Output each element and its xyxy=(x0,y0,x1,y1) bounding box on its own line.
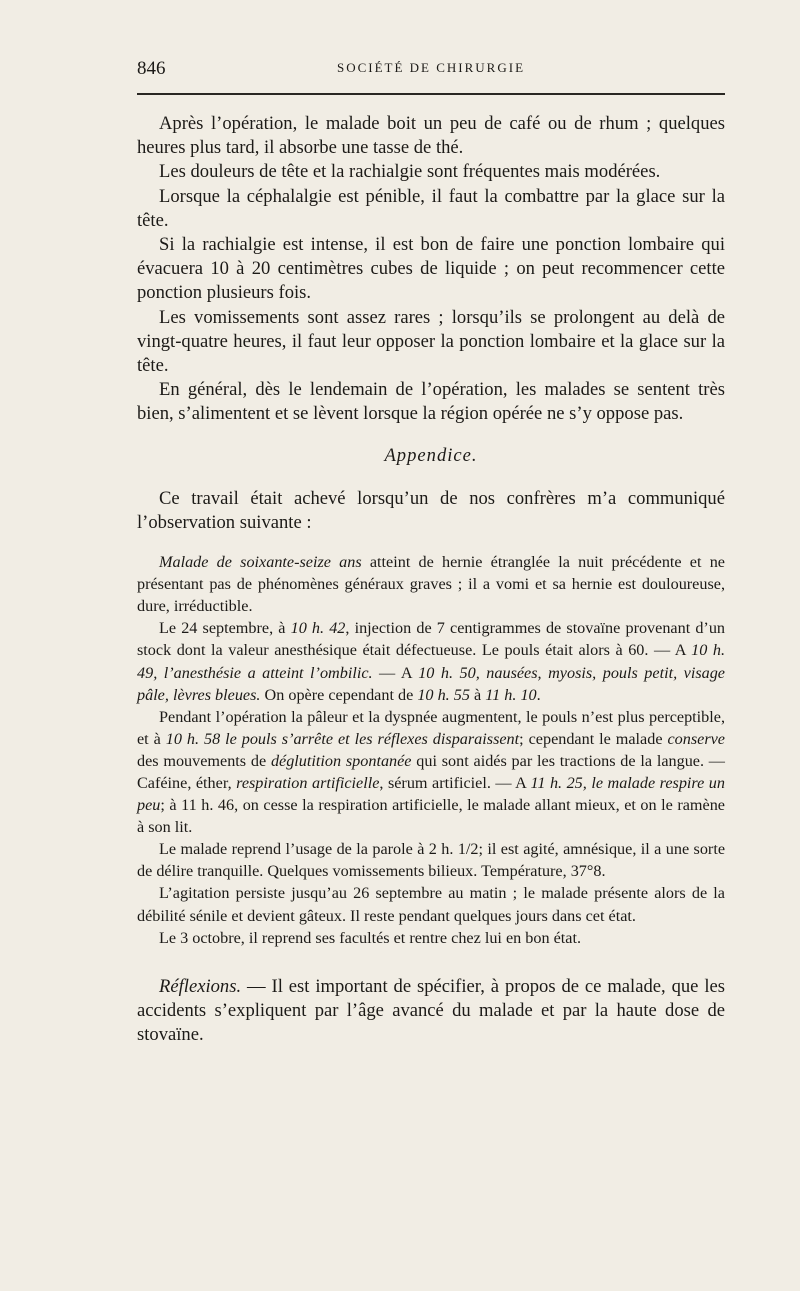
observation-paragraph xyxy=(137,706,725,839)
italic-span: 10 h. 58 le pouls s’arrête et les réflexes disparaissent xyxy=(165,729,520,748)
text-span: ; à 11 h. 46, on cesse la respiration artificielle, le malade allant mieux, et on le ramène à son lit. xyxy=(137,796,725,837)
observation-paragraph xyxy=(137,617,725,705)
observation-paragraph xyxy=(137,551,725,617)
text-span: , injection de 7 centigrammes de stovaïne provenant d’un stock dont la valeur anesthésique était défectueuse. Le pouls était alors à 60. — A xyxy=(137,619,726,660)
italic-span: Malade de soixante-seize ans xyxy=(159,553,362,572)
page-header xyxy=(137,58,725,82)
paragraph: Les douleurs de tête et la rachialgie sont fréquentes mais modérées. xyxy=(159,161,661,183)
italic-span: 10 h. 50, nausées, myosis, pouls petit, visage pâle, lèvres bleues. xyxy=(137,663,725,704)
italic-span: 10 h. 42 xyxy=(290,619,346,638)
paragraph: Lorsque la céphalalgie est pénible, il faut la combattre par la glace sur la tête. xyxy=(137,185,725,231)
header-rule xyxy=(137,93,725,95)
italic-span: conserve xyxy=(667,729,725,748)
observation-paragraph: Le malade reprend l’usage de la parole à 2 h. 1/2; il est agité, amnésique, il a une sorte de délire tranquille. Quelques vomissements bilieux. Température, 37°8. xyxy=(137,840,725,881)
text-span: Pendant l’opération la pâleur et la dyspnée augmentent, le pouls n’est plus perceptible, et à xyxy=(137,707,725,748)
appendix-intro: Ce travail était achevé lorsqu’un de nos confrères m’a communiqué l’observation suivante : xyxy=(137,487,725,533)
italic-span: déglutition spontanée xyxy=(270,751,412,770)
observation-block xyxy=(137,551,725,949)
text-span: — A xyxy=(372,663,419,682)
text-span: qui sont aidés par les tractions de la langue. — Caféine, éther, xyxy=(137,751,725,792)
text-span: ; cependant le malade xyxy=(519,729,668,748)
text-span: atteint de hernie étranglée la nuit précédente et ne présentant pas de phénomènes généraux graves ; il a vomi et sa hernie est douloureuse, dure, irréductible. xyxy=(137,553,725,616)
paragraph: Si la rachialgie est intense, il est bon de faire une ponction lombaire qui évacuera 10 à 20 centimètres cubes de liquide ; on peut recommencer cette ponction plusieurs fois. xyxy=(137,234,725,304)
italic-span: 10 h. 55 xyxy=(417,685,470,704)
running-title: SOCIÉTÉ DE CHIRURGIE xyxy=(336,60,526,75)
page-number: 846 xyxy=(137,58,166,79)
italic-span: 11 h. 25, le malade respire un peu xyxy=(137,773,725,815)
observation-paragraph: Le 3 octobre, il reprend ses facultés et rentre chez lui en bon état. xyxy=(159,928,582,947)
paragraph: Les vomissements sont assez rares ; lorsqu’ils se prolongent au delà de vingt-quatre heures, il faut leur opposer la ponction lombaire et la glace sur la tête. xyxy=(137,306,725,377)
text-span: à xyxy=(469,685,486,704)
reflexions-label: Réflexions. xyxy=(159,975,242,997)
italic-span: 10 h. 49, l’anesthésie a atteint l’ombilic. xyxy=(137,641,726,682)
appendix-heading: Appendice. xyxy=(384,444,478,466)
text-span: des mouvements de xyxy=(137,751,271,770)
italic-span: 11 h. 10 xyxy=(485,685,537,704)
paragraph: Après l’opération, le malade boit un peu de café ou de rhum ; quelques heures plus tard, il absorbe une tasse de thé. xyxy=(137,113,725,159)
text-span: Le 24 septembre, à xyxy=(159,619,291,638)
reflexions-paragraph xyxy=(137,975,725,1048)
observation-paragraph: L’agitation persiste jusqu’au 26 septembre au matin ; le malade présente alors de la débilité sénile et devient gâteux. Il reste pendant quelques jours dans cet état. xyxy=(137,884,725,925)
text-span: On opère cependant de xyxy=(260,685,418,704)
text-span: . xyxy=(536,685,541,704)
italic-span: respiration artificielle xyxy=(236,773,380,792)
text-span: , sérum artificiel. — A xyxy=(379,773,531,792)
paragraph: En général, dès le lendemain de l’opération, les malades se sentent très bien, s’alimentent et se lèvent lorsque la région opérée ne s’y oppose pas. xyxy=(137,379,725,425)
body-text xyxy=(137,112,725,1047)
reflexions-text: — Il est important de spécifier, à propos de ce malade, que les accidents s’expliquent par l’âge avancé du malade et par la haute dose de stovaïne. xyxy=(137,975,725,1046)
